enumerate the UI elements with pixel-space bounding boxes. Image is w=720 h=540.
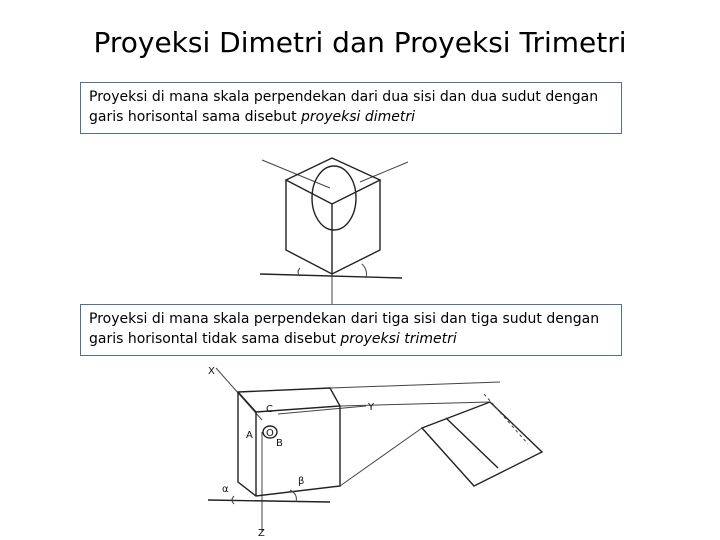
dimetric-horizontal-line [260, 274, 402, 278]
trimetric-prism-inner-line [446, 418, 498, 468]
dimetric-term: proyeksi dimetri [301, 109, 416, 125]
trimetric-label-o: O [266, 428, 274, 439]
dimetric-circle [312, 166, 356, 230]
slide-title: Proyeksi Dimetri dan Proyeksi Trimetri [93, 26, 627, 59]
trimetric-label-c: C [266, 404, 273, 415]
trimetric-prism-hidden-line [484, 394, 528, 444]
trimetric-label-y: Y [368, 402, 375, 413]
trimetric-label-alpha: α [222, 484, 229, 495]
trimetric-prism-end [422, 402, 542, 486]
trimetric-prism-edge-top [330, 382, 500, 388]
trimetric-label-beta: β [298, 476, 305, 487]
dimetric-definition-text: Proyeksi di mana skala perpendekan dari dua sisi dan dua sudut dengan garis horisontal sama disebut [89, 89, 599, 125]
trimetric-label-z: Z [258, 528, 265, 538]
trimetric-prism-edge-low [340, 428, 422, 486]
dimetric-cube-outline [286, 180, 380, 274]
dimetric-cube-top [286, 158, 380, 204]
dimetric-projection-figure [230, 140, 420, 310]
trimetric-label-a: A [246, 430, 253, 441]
trimetric-prism-edge-mid [340, 402, 490, 406]
trimetric-projection-figure [190, 362, 570, 538]
trimetric-label-x: X [208, 366, 215, 377]
trimetric-term: proyeksi trimetri [340, 331, 457, 347]
trimetric-definition-text: Proyeksi di mana skala perpendekan dari tiga sisi dan tiga sudut dengan garis horisontal tidak sama disebut [89, 311, 600, 347]
trimetric-box-top [238, 388, 340, 412]
dimetric-y-axis [360, 162, 408, 182]
trimetric-label-b: B [276, 438, 283, 449]
dimetric-definition-box [80, 82, 622, 134]
trimetric-definition-box [80, 304, 622, 356]
trimetric-horizontal-line [208, 500, 330, 502]
dimetric-beta-arc [362, 264, 367, 278]
